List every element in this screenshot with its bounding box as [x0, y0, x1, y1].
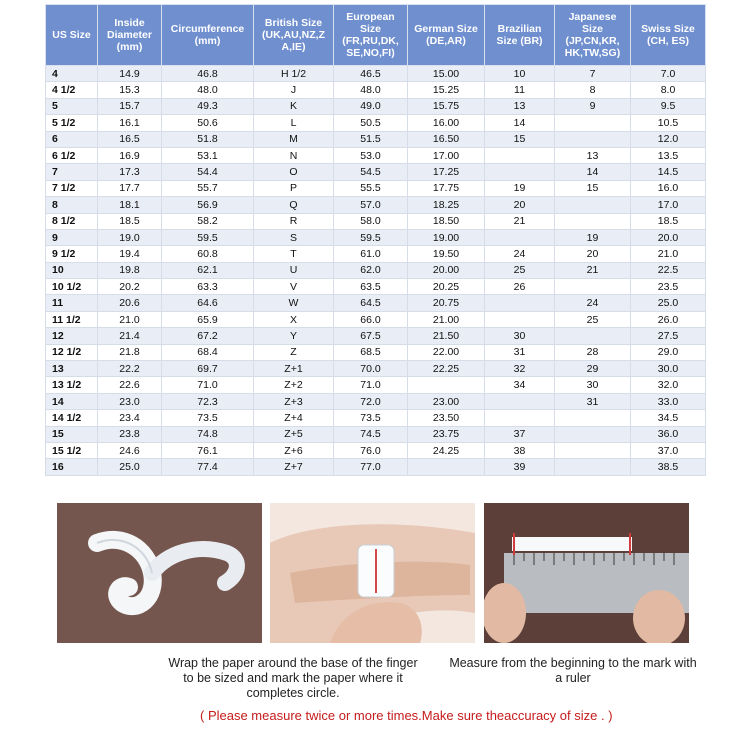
- accuracy-note: ( Please measure twice or more times.Make sure theaccuracy of size . ): [200, 708, 613, 723]
- table-cell: 28: [555, 344, 631, 360]
- table-row: [46, 213, 706, 229]
- table-cell: 20.6: [98, 295, 162, 311]
- table-cell: 33.0: [631, 393, 706, 409]
- table-cell: 64.5: [334, 295, 408, 311]
- table-cell: 10: [485, 66, 555, 82]
- table-cell: 5 1/2: [46, 115, 98, 131]
- table-cell: 73.5: [334, 410, 408, 426]
- table-cell: 58.0: [334, 213, 408, 229]
- column-header: Swiss Size (CH, ES): [631, 5, 706, 66]
- table-cell: 21: [485, 213, 555, 229]
- table-cell: M: [254, 131, 334, 147]
- table-row: [46, 246, 706, 262]
- table-cell: 74.5: [334, 426, 408, 442]
- table-cell: 36.0: [631, 426, 706, 442]
- table-cell: 67.2: [162, 328, 254, 344]
- table-cell: [555, 279, 631, 295]
- table-cell: 20.00: [408, 262, 485, 278]
- table-cell: 21.0: [98, 311, 162, 327]
- table-cell: 20: [555, 246, 631, 262]
- table-cell: 15 1/2: [46, 442, 98, 458]
- table-row: [46, 344, 706, 360]
- table-cell: 63.3: [162, 279, 254, 295]
- table-cell: [485, 393, 555, 409]
- table-cell: 23.75: [408, 426, 485, 442]
- table-cell: 77.0: [334, 459, 408, 475]
- table-cell: P: [254, 180, 334, 196]
- table-cell: 17.00: [408, 147, 485, 163]
- table-cell: 37.0: [631, 442, 706, 458]
- table-cell: 24: [555, 295, 631, 311]
- table-cell: [485, 147, 555, 163]
- table-cell: 4 1/2: [46, 82, 98, 98]
- table-cell: 16.9: [98, 147, 162, 163]
- table-cell: 77.4: [162, 459, 254, 475]
- table-cell: 51.5: [334, 131, 408, 147]
- table-cell: N: [254, 147, 334, 163]
- column-header: Circumference (mm): [162, 5, 254, 66]
- table-cell: 18.50: [408, 213, 485, 229]
- table-cell: 14: [46, 393, 98, 409]
- table-row: [46, 229, 706, 245]
- table-cell: 18.5: [98, 213, 162, 229]
- table-cell: 4: [46, 66, 98, 82]
- table-cell: 34: [485, 377, 555, 393]
- table-row: [46, 262, 706, 278]
- table-cell: 10.5: [631, 115, 706, 131]
- table-cell: V: [254, 279, 334, 295]
- table-cell: 13: [46, 361, 98, 377]
- table-cell: 69.7: [162, 361, 254, 377]
- table-cell: 22.5: [631, 262, 706, 278]
- paper-strip-illustration: [57, 503, 262, 643]
- table-body: [46, 66, 706, 476]
- column-header: German Size (DE,AR): [408, 5, 485, 66]
- table-cell: 23.00: [408, 393, 485, 409]
- table-cell: 7 1/2: [46, 180, 98, 196]
- table-cell: Z+1: [254, 361, 334, 377]
- table-cell: Z+3: [254, 393, 334, 409]
- table-cell: 68.5: [334, 344, 408, 360]
- measure-instruction-caption: Measure from the beginning to the mark with a ruler: [449, 656, 697, 685]
- table-cell: 16.5: [98, 131, 162, 147]
- table-cell: 26.0: [631, 311, 706, 327]
- table-cell: 72.0: [334, 393, 408, 409]
- table-row: [46, 197, 706, 213]
- table-cell: 11: [485, 82, 555, 98]
- table-cell: 30.0: [631, 361, 706, 377]
- table-cell: 71.0: [162, 377, 254, 393]
- table-cell: 46.8: [162, 66, 254, 82]
- table-cell: 14.9: [98, 66, 162, 82]
- table-cell: 68.4: [162, 344, 254, 360]
- table-cell: 30: [555, 377, 631, 393]
- table-cell: 60.8: [162, 246, 254, 262]
- column-header: Brazilian Size (BR): [485, 5, 555, 66]
- table-cell: 19.50: [408, 246, 485, 262]
- table-cell: 15.75: [408, 98, 485, 114]
- table-cell: X: [254, 311, 334, 327]
- table-cell: U: [254, 262, 334, 278]
- table-cell: 20.0: [631, 229, 706, 245]
- table-cell: 7: [555, 66, 631, 82]
- table-cell: 23.8: [98, 426, 162, 442]
- table-cell: [485, 295, 555, 311]
- table-cell: 21: [555, 262, 631, 278]
- table-cell: 13: [555, 147, 631, 163]
- table-cell: 46.5: [334, 66, 408, 82]
- column-header: British Size (UK,AU,NZ,Z A,IE): [254, 5, 334, 66]
- table-cell: 15: [46, 426, 98, 442]
- table-cell: 20: [485, 197, 555, 213]
- table-cell: 22.25: [408, 361, 485, 377]
- table-cell: 16.50: [408, 131, 485, 147]
- table-row: [46, 426, 706, 442]
- table-row: [46, 66, 706, 82]
- table-cell: 76.1: [162, 442, 254, 458]
- table-cell: 32.0: [631, 377, 706, 393]
- table-cell: 57.0: [334, 197, 408, 213]
- column-header: European Size (FR,RU,DK, SE,NO,FI): [334, 5, 408, 66]
- table-cell: 9.5: [631, 98, 706, 114]
- table-cell: 23.0: [98, 393, 162, 409]
- table-cell: 63.5: [334, 279, 408, 295]
- table-cell: 7.0: [631, 66, 706, 82]
- table-cell: 27.5: [631, 328, 706, 344]
- table-cell: 14: [485, 115, 555, 131]
- table-cell: 16.00: [408, 115, 485, 131]
- table-cell: 8.0: [631, 82, 706, 98]
- table-cell: 15.7: [98, 98, 162, 114]
- table-cell: 8 1/2: [46, 213, 98, 229]
- table-cell: 21.00: [408, 311, 485, 327]
- table-cell: 10 1/2: [46, 279, 98, 295]
- table-cell: 12 1/2: [46, 344, 98, 360]
- table-cell: H 1/2: [254, 66, 334, 82]
- table-row: [46, 279, 706, 295]
- table-cell: 20.25: [408, 279, 485, 295]
- table-row: [46, 410, 706, 426]
- table-cell: 7: [46, 164, 98, 180]
- table-cell: L: [254, 115, 334, 131]
- table-cell: 67.5: [334, 328, 408, 344]
- table-cell: T: [254, 246, 334, 262]
- table-cell: 15.3: [98, 82, 162, 98]
- table-cell: 32: [485, 361, 555, 377]
- table-cell: 22.6: [98, 377, 162, 393]
- table-cell: 17.75: [408, 180, 485, 196]
- table-cell: [555, 213, 631, 229]
- table-cell: 22.00: [408, 344, 485, 360]
- table-cell: 10: [46, 262, 98, 278]
- table-cell: 37: [485, 426, 555, 442]
- table-cell: 12.0: [631, 131, 706, 147]
- table-cell: 58.2: [162, 213, 254, 229]
- table-cell: 15.00: [408, 66, 485, 82]
- table-cell: 12: [46, 328, 98, 344]
- table-cell: 17.0: [631, 197, 706, 213]
- table-cell: 49.0: [334, 98, 408, 114]
- table-cell: 50.6: [162, 115, 254, 131]
- table-cell: 11: [46, 295, 98, 311]
- table-cell: 19: [555, 229, 631, 245]
- table-cell: 55.5: [334, 180, 408, 196]
- table-cell: Z: [254, 344, 334, 360]
- table-cell: 6 1/2: [46, 147, 98, 163]
- table-row: [46, 164, 706, 180]
- table-row: [46, 295, 706, 311]
- table-row: [46, 147, 706, 163]
- table-cell: 29: [555, 361, 631, 377]
- table-row: [46, 98, 706, 114]
- table-cell: 8: [46, 197, 98, 213]
- table-cell: 29.0: [631, 344, 706, 360]
- table-cell: 17.25: [408, 164, 485, 180]
- table-cell: 34.5: [631, 410, 706, 426]
- table-cell: 19.0: [98, 229, 162, 245]
- table-cell: 25.0: [631, 295, 706, 311]
- table-cell: 20.2: [98, 279, 162, 295]
- table-cell: 30: [485, 328, 555, 344]
- table-cell: 15: [555, 180, 631, 196]
- table-cell: 16.1: [98, 115, 162, 131]
- ruler-measure-photo: [484, 503, 689, 643]
- table-cell: 39: [485, 459, 555, 475]
- table-cell: 22.2: [98, 361, 162, 377]
- table-cell: 25: [485, 262, 555, 278]
- table-cell: 21.8: [98, 344, 162, 360]
- table-cell: 24.6: [98, 442, 162, 458]
- table-cell: 25.0: [98, 459, 162, 475]
- table-row: [46, 115, 706, 131]
- table-cell: 48.0: [334, 82, 408, 98]
- table-cell: 56.9: [162, 197, 254, 213]
- table-cell: 14 1/2: [46, 410, 98, 426]
- table-cell: 8: [555, 82, 631, 98]
- table-cell: 65.9: [162, 311, 254, 327]
- table-cell: 66.0: [334, 311, 408, 327]
- table-cell: 74.8: [162, 426, 254, 442]
- table-cell: 62.0: [334, 262, 408, 278]
- table-cell: Z+7: [254, 459, 334, 475]
- table-row: [46, 459, 706, 475]
- table-cell: 19.8: [98, 262, 162, 278]
- finger-wrap-photo: [270, 503, 475, 643]
- table-cell: 24: [485, 246, 555, 262]
- table-cell: [555, 410, 631, 426]
- table-cell: 54.5: [334, 164, 408, 180]
- table-cell: 15.25: [408, 82, 485, 98]
- column-header: Inside Diameter (mm): [98, 5, 162, 66]
- table-row: [46, 180, 706, 196]
- table-cell: 16: [46, 459, 98, 475]
- table-cell: 19: [485, 180, 555, 196]
- table-cell: 59.5: [334, 229, 408, 245]
- table-cell: 13: [485, 98, 555, 114]
- table-cell: 71.0: [334, 377, 408, 393]
- table-cell: 72.3: [162, 393, 254, 409]
- table-cell: [555, 115, 631, 131]
- table-cell: [408, 377, 485, 393]
- table-cell: Z+5: [254, 426, 334, 442]
- table-cell: 18.1: [98, 197, 162, 213]
- table-cell: 49.3: [162, 98, 254, 114]
- table-cell: [555, 442, 631, 458]
- table-cell: 48.0: [162, 82, 254, 98]
- table-cell: [555, 197, 631, 213]
- table-cell: 17.3: [98, 164, 162, 180]
- table-cell: 51.8: [162, 131, 254, 147]
- table-cell: 16.0: [631, 180, 706, 196]
- table-cell: 25: [555, 311, 631, 327]
- table-cell: 59.5: [162, 229, 254, 245]
- table-cell: 23.4: [98, 410, 162, 426]
- table-cell: 9: [555, 98, 631, 114]
- table-cell: 54.4: [162, 164, 254, 180]
- table-cell: J: [254, 82, 334, 98]
- table-row: [46, 131, 706, 147]
- table-cell: 18.25: [408, 197, 485, 213]
- ruler-measure-illustration: [484, 503, 689, 643]
- table-cell: 13 1/2: [46, 377, 98, 393]
- table-cell: R: [254, 213, 334, 229]
- table-cell: 26: [485, 279, 555, 295]
- ring-size-table: [45, 4, 706, 476]
- table-cell: [485, 229, 555, 245]
- column-header: US Size: [46, 5, 98, 66]
- table-cell: 14.5: [631, 164, 706, 180]
- table-cell: 18.5: [631, 213, 706, 229]
- table-cell: 62.1: [162, 262, 254, 278]
- table-cell: [555, 328, 631, 344]
- table-cell: Y: [254, 328, 334, 344]
- table-cell: [555, 426, 631, 442]
- table-cell: 6: [46, 131, 98, 147]
- table-cell: 5: [46, 98, 98, 114]
- table-row: [46, 311, 706, 327]
- table-row: [46, 377, 706, 393]
- table-cell: 38: [485, 442, 555, 458]
- table-cell: 14: [555, 164, 631, 180]
- table-row: [46, 442, 706, 458]
- table-cell: O: [254, 164, 334, 180]
- table-header-row: [46, 5, 706, 66]
- column-header: Japanese Size (JP,CN,KR, HK,TW,SG): [555, 5, 631, 66]
- table-row: [46, 82, 706, 98]
- table-cell: 15: [485, 131, 555, 147]
- table-cell: 61.0: [334, 246, 408, 262]
- table-cell: 38.5: [631, 459, 706, 475]
- table-cell: 21.4: [98, 328, 162, 344]
- table-cell: Z+4: [254, 410, 334, 426]
- table-cell: 21.0: [631, 246, 706, 262]
- wrap-instruction-caption: Wrap the paper around the base of the finger to be sized and mark the paper where it completes circle.: [168, 656, 418, 700]
- table-cell: [555, 459, 631, 475]
- table-cell: [555, 131, 631, 147]
- finger-wrap-illustration: [270, 503, 475, 643]
- table-row: [46, 393, 706, 409]
- table-cell: 9 1/2: [46, 246, 98, 262]
- table-cell: 19.4: [98, 246, 162, 262]
- table-cell: S: [254, 229, 334, 245]
- table-cell: 64.6: [162, 295, 254, 311]
- table-cell: Z+6: [254, 442, 334, 458]
- table-cell: Z+2: [254, 377, 334, 393]
- table-cell: 24.25: [408, 442, 485, 458]
- table-cell: 11 1/2: [46, 311, 98, 327]
- table-cell: 21.50: [408, 328, 485, 344]
- table-cell: 20.75: [408, 295, 485, 311]
- table-cell: 55.7: [162, 180, 254, 196]
- table-cell: 73.5: [162, 410, 254, 426]
- table-cell: 31: [485, 344, 555, 360]
- table-cell: 9: [46, 229, 98, 245]
- table-cell: [408, 459, 485, 475]
- table-cell: 17.7: [98, 180, 162, 196]
- table-cell: W: [254, 295, 334, 311]
- table-cell: K: [254, 98, 334, 114]
- table-cell: 31: [555, 393, 631, 409]
- table-cell: Q: [254, 197, 334, 213]
- table-cell: 19.00: [408, 229, 485, 245]
- table-cell: 53.1: [162, 147, 254, 163]
- table-cell: 50.5: [334, 115, 408, 131]
- paper-strip-photo: [57, 503, 262, 643]
- table-row: [46, 361, 706, 377]
- table-row: [46, 328, 706, 344]
- table-cell: [485, 410, 555, 426]
- table-cell: [485, 164, 555, 180]
- table-cell: 23.5: [631, 279, 706, 295]
- table-cell: [485, 311, 555, 327]
- table-cell: 23.50: [408, 410, 485, 426]
- table-cell: 70.0: [334, 361, 408, 377]
- table-cell: 53.0: [334, 147, 408, 163]
- table-cell: 76.0: [334, 442, 408, 458]
- table-cell: 13.5: [631, 147, 706, 163]
